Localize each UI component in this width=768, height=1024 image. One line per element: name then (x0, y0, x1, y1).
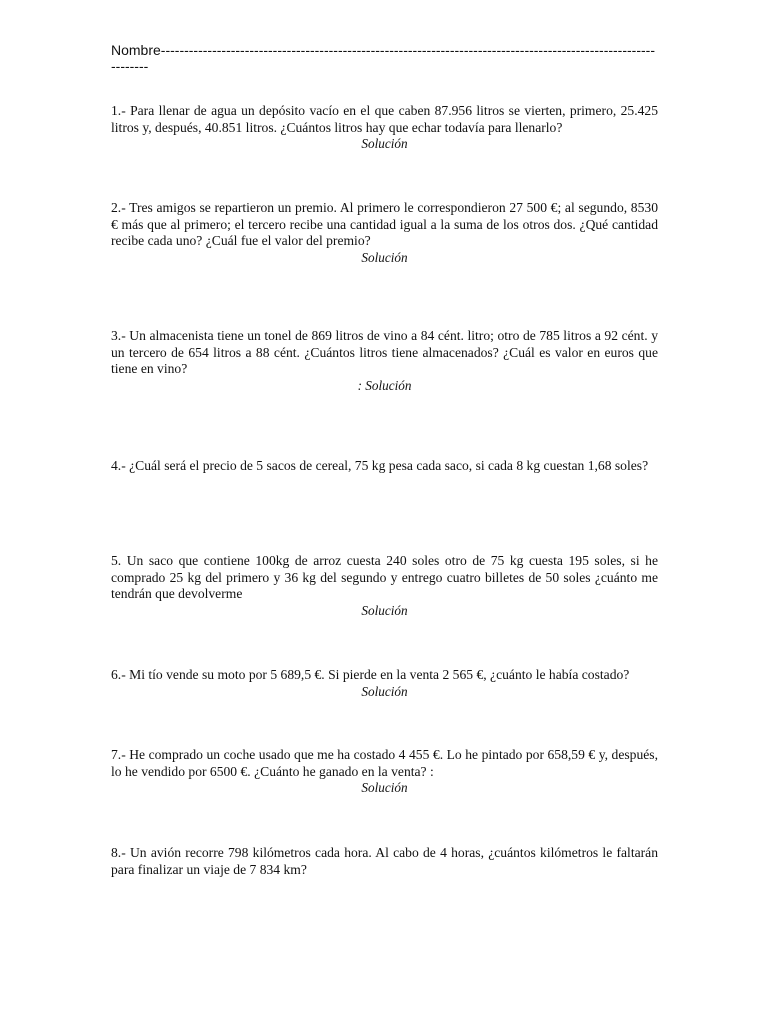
problem-text: 2.- Tres amigos se repartieron un premio. Al primero le correspondieron 27 500 €; al segundo, 8530 € más que al primero; el tercero recibe una cantidad igual a la suma de los otros dos. ¿Qué cantidad recibe cada uno? ¿Cuál fue el valor del premio? (111, 200, 658, 248)
problem-3 (111, 328, 658, 394)
problem-6 (111, 667, 658, 700)
solution-link[interactable]: : Solución (357, 377, 412, 393)
problem-7 (111, 747, 658, 796)
name-line: Nombre------------------------------------------------------------------------------------------------------------------ (111, 42, 655, 74)
problem-text: 7.- He comprado un coche usado que me ha costado 4 455 €. Lo he pintado por 658,59 € y, después, lo he vendido por 6500 €. ¿Cuánto he ganado en la venta? : (111, 747, 658, 779)
solution-link[interactable]: Solución (361, 249, 408, 265)
problem-text: 6.- Mi tío vende su moto por 5 689,5 €. Si pierde en la venta 2 565 €, ¿cuánto le había costado? (111, 667, 630, 682)
problem-2 (111, 200, 658, 266)
problem-text: 5. Un saco que contiene 100kg de arroz cuesta 240 soles otro de 75 kg cuesta 195 soles, si he comprado 25 kg del primero y 36 kg del segundo y entrego cuatro billetes de 50 soles ¿cuánto me tendrán que devolverme (111, 553, 658, 601)
problem-text: 1.- Para llenar de agua un depósito vacío en el que caben 87.956 litros se vierten, primero, 25.425 litros y, después, 40.851 litros. ¿Cuántos litros hay que echar todavía para llenarlo? (111, 103, 658, 135)
problem-4 (111, 458, 658, 475)
problem-text: 3.- Un almacenista tiene un tonel de 869 litros de vino a 84 cént. litro; otro de 785 litros a 92 cént. y un tercero de 654 litros a 88 cént. ¿Cuántos litros tiene almacenados? ¿Cuál es valor en euros que tiene en vino? (111, 328, 658, 376)
solution-link[interactable]: Solución (361, 683, 408, 699)
problem-text: 8.- Un avión recorre 798 kilómetros cada hora. Al cabo de 4 horas, ¿cuántos kilómetros le faltarán para finalizar un viaje de 7 834 km? (111, 845, 658, 877)
solution-link[interactable]: Solución (361, 780, 408, 795)
problem-8 (111, 845, 658, 878)
solution-link[interactable]: Solución (361, 136, 408, 151)
solution-link[interactable]: Solución (361, 602, 408, 618)
problem-1 (111, 103, 658, 152)
problem-text: 4.- ¿Cuál será el precio de 5 sacos de cereal, 75 kg pesa cada saco, si cada 8 kg cuestan 1,68 soles? (111, 458, 649, 473)
problem-5 (111, 553, 658, 619)
